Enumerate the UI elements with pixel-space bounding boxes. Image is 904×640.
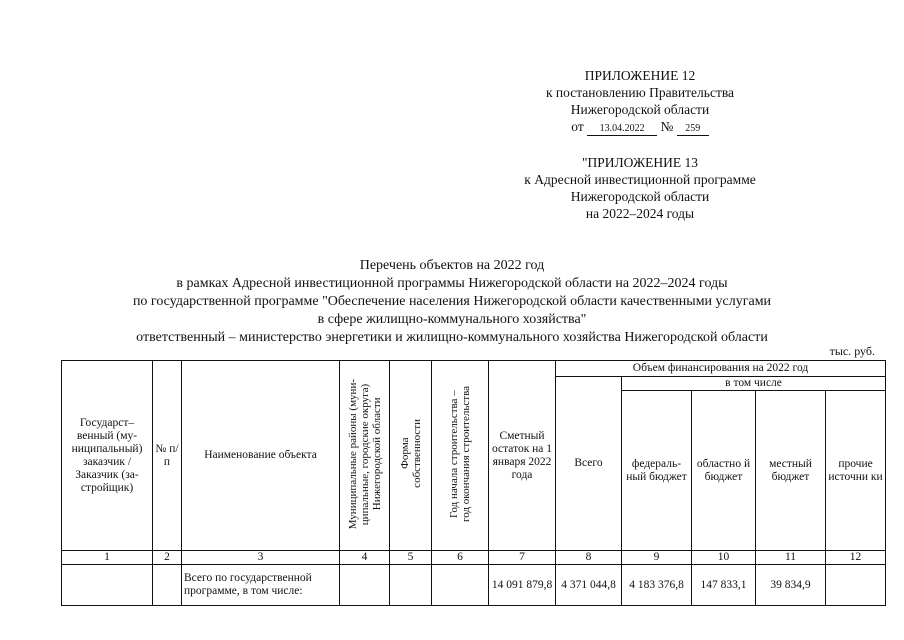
header-years-line1: Год начала строительства – <box>448 389 460 518</box>
table-row <box>62 565 886 606</box>
column-number: 1 <box>62 551 153 565</box>
header-ownership-line1: Форма <box>398 438 411 470</box>
financing-table <box>61 360 886 606</box>
column-number: 7 <box>489 551 556 565</box>
appendix-13-line1: к Адресной инвестиционной программе <box>524 172 756 187</box>
row-customer <box>62 565 153 606</box>
appendix-12-date-line <box>505 118 775 136</box>
header-municipal-line3: Нижегородской области <box>370 397 383 511</box>
header-local: местный бюджет <box>756 391 826 551</box>
header-other: прочие источни ки <box>826 391 886 551</box>
header-municipal-line2: ципальные, городские округа) <box>358 382 371 525</box>
from-label: от <box>571 119 584 134</box>
column-number: 10 <box>692 551 756 565</box>
column-number: 11 <box>756 551 826 565</box>
column-number: 4 <box>340 551 390 565</box>
row-num <box>153 565 182 606</box>
appendix-13-line3: на 2022–2024 годы <box>585 206 695 221</box>
appendix-13-line2: Нижегородской области <box>570 189 710 204</box>
column-number: 5 <box>390 551 432 565</box>
heading-line5: ответственный – министерство энергетики и жилищно-коммунального хозяйства Нижегородской области <box>136 330 768 345</box>
header-including: в том числе <box>622 377 886 391</box>
column-number: 6 <box>432 551 489 565</box>
row-estimate: 14 091 879,8 <box>489 565 556 606</box>
units-label: тыс. руб. <box>829 344 875 358</box>
row-other <box>826 565 886 606</box>
appendix-13-title: "ПРИЛОЖЕНИЕ 13 <box>581 155 699 170</box>
header-ownership <box>390 361 432 551</box>
header-customer: Государст–венный (му-ниципальный) заказчик / Заказчик (за-стройщик) <box>62 361 153 551</box>
column-number-row <box>62 551 886 565</box>
row-total: 4 371 044,8 <box>556 565 622 606</box>
column-number: 8 <box>556 551 622 565</box>
row-municipal <box>340 565 390 606</box>
row-years <box>432 565 489 606</box>
column-number: 3 <box>182 551 340 565</box>
column-number: 12 <box>826 551 886 565</box>
header-years <box>432 361 489 551</box>
appendix-13-block <box>470 154 810 222</box>
row-local: 39 834,9 <box>756 565 826 606</box>
appendix-12-line1: к постановлению Правительства <box>545 85 735 100</box>
header-object-name: Наименование объекта <box>182 361 340 551</box>
heading-line1: Перечень объектов на 2022 год <box>359 258 545 273</box>
header-num: № п/п <box>153 361 182 551</box>
header-total: Всего <box>556 377 622 551</box>
header-years-line2: год окончания строительства <box>460 385 472 522</box>
row-ownership <box>390 565 432 606</box>
header-regional: областно й бюджет <box>692 391 756 551</box>
heading-line2: в рамках Адресной инвестиционной программы Нижегородской области на 2022–2024 годы <box>176 276 728 291</box>
number-label: № <box>660 119 674 134</box>
header-funding: Объем финансирования на 2022 год <box>556 361 886 377</box>
column-number: 9 <box>622 551 692 565</box>
header-municipal <box>340 361 390 551</box>
column-number: 2 <box>153 551 182 565</box>
header-ownership-line2: собственности <box>410 419 423 489</box>
header-row-1 <box>62 361 886 377</box>
resolution-number: 259 <box>677 122 709 136</box>
row-object-name: Всего по государственной программе, в том числе: <box>182 565 340 606</box>
appendix-12-title: ПРИЛОЖЕНИЕ 12 <box>584 68 696 83</box>
heading-line4: в сфере жилищно-коммунального хозяйства" <box>317 312 587 327</box>
row-federal: 4 183 376,8 <box>622 565 692 606</box>
row-regional: 147 833,1 <box>692 565 756 606</box>
resolution-date: 13.04.2022 <box>587 122 657 136</box>
document-heading <box>60 257 844 347</box>
appendix-12-line2: Нижегородской области <box>570 102 710 117</box>
appendix-12-block <box>505 67 775 136</box>
header-federal: федераль-ный бюджет <box>622 391 692 551</box>
heading-line3: по государственной программе "Обеспечение населения Нижегородской области качественными услугами <box>132 294 772 309</box>
header-estimate: Сметный остаток на 1 января 2022 года <box>489 361 556 551</box>
header-municipal-line1: Муниципальные районы (муни- <box>346 378 359 529</box>
